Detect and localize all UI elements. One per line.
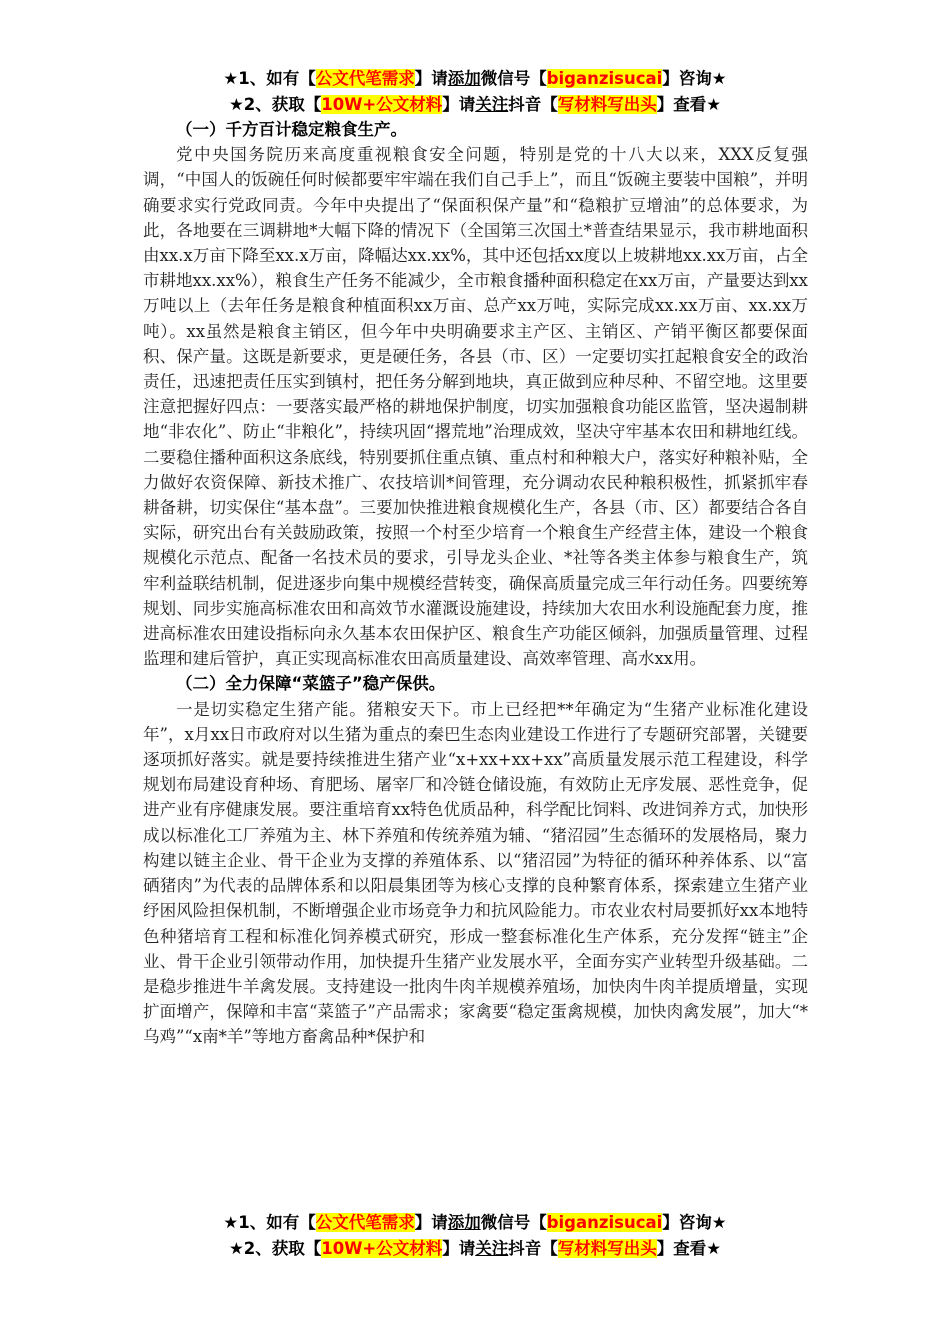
banner-text: 】查看★ (656, 95, 722, 114)
banner-text: 微信号【 (480, 69, 547, 88)
banner-text: 】咨询★ (662, 1213, 727, 1232)
banner-highlight: 公文代笔需求 (315, 1213, 415, 1232)
banner-text: ★2、获取【 (228, 1239, 322, 1258)
banner-text: 抖音【 (508, 1239, 558, 1258)
banner-text: ★2、获取【 (228, 95, 322, 114)
banner-line-1 (0, 1210, 950, 1236)
banner-highlight: 10W+公文材料 (321, 95, 443, 114)
banner-highlight: 写材料写出头 (557, 1239, 657, 1258)
banner-line-1 (0, 66, 950, 92)
banner-line-2 (0, 1236, 950, 1262)
paragraph-1: 党中央国务院历来高度重视粮食安全问题，特别是党的十八大以来，XXX反复强调，“中国人的饭碗任何时候都要牢牢端在我们自己手上”，而且“饭碗主要装中国粮”，并明确要求实行党政同责。今年中央提出了“保面积保产量”和“稳粮扩豆增油”的总体要求，为此，各地要在三调耕地*大幅下降的情况下（全国第三次国土*普查结果显示，我市耕地面积由xx.x万亩下降至xx.x万亩，降幅达xx.xx%，其中还包括xx度以上坡耕地xx.xx万亩，占全市耕地xx.xx%），粮食生产任务不能减少，全市粮食播种面积稳定在xx万亩，产量要达到xx万吨以上（去年任务是粮食种植面积xx万亩、总产xx万吨，实际完成xx.xx万亩、xx.xx万吨）。xx虽然是粮食主销区，但今年中央明确要求主产区、主销区、产销平衡区都要保面积、保产量。这既是新要求，更是硬任务，各县（市、区）一定要切实扛起粮食安全的政治责任，迅速把责任压实到镇村，把任务分解到地块，真正做到应种尽种、不留空地。这里要注意把握好四点：一要落实最严格的耕地保护制度，切实加强粮食功能区监管，坚决遏制耕地“非农化”、防止“非粮化”，持续巩固“撂荒地”治理成效，坚决守牢基本农田和耕地红线。二要稳住播种面积这条底线，特别要抓住重点镇、重点村和种粮大户，落实好种粮补贴，全力做好农资保障、新技术推广、农技培训*间管理，充分调动农民种粮积极性，抓紧抓牢春耕备耕，切实保住“基本盘”。三要加快推进粮食规模化生产，各县（市、区）都要结合各自实际，研究出台有关鼓励政策，按照一个村至少培育一个粮食生产经营主体，建设一个粮食规模化示范点、配备一名技术员的要求，引导龙头企业、*社等各类主体参与粮食生产，筑牢利益联结机制，促进逐步向集中规模经营转变，确保高质量完成三年行动任务。四要统筹规划、同步实施高标准农田和高效节水灌溉设施建设，持续加大农田水利设施配套力度，推进高标准农田建设指标向永久基本农田保护区、粮食生产功能区倾斜，加强质量管理、过程监理和建后管护，真正实现高标准农田高质量建设、高效率管理、高水xx用。 (143, 145, 808, 669)
banner-text: ★1、如有【 (223, 1213, 316, 1232)
banner-highlight: 公文代笔需求 (315, 69, 415, 88)
bottom-banner (0, 1210, 950, 1262)
banner-highlight: biganzisucai (546, 69, 663, 88)
top-banner (0, 66, 950, 118)
banner-text: 】查看★ (656, 1239, 722, 1258)
banner-line-2 (0, 92, 950, 118)
banner-text: 】请 (414, 69, 448, 88)
document-body (143, 117, 808, 1050)
banner-highlight: 10W+公文材料 (321, 1239, 443, 1258)
banner-underlined: 添加 (447, 69, 481, 88)
banner-text: 】请 (442, 95, 476, 114)
banner-underlined: 添加 (447, 1213, 481, 1232)
banner-highlight: 写材料写出头 (557, 95, 657, 114)
banner-text: 微信号【 (480, 1213, 547, 1232)
banner-text: ★1、如有【 (223, 69, 316, 88)
banner-underlined: 关注 (475, 1239, 509, 1258)
section-heading-2: （二）全力保障“菜篮子”稳产保供。 (176, 674, 446, 694)
banner-text: 】请 (414, 1213, 448, 1232)
banner-text: 】咨询★ (662, 69, 727, 88)
banner-highlight: biganzisucai (546, 1213, 663, 1232)
banner-text: 】请 (442, 1239, 476, 1258)
paragraph-2: 一是切实稳定生猪产能。猪粮安天下。市上已经把**年确定为“生猪产业标准化建设年”，x月xx日市政府对以生猪为重点的秦巴生态肉业建设工作进行了专题研究部署，关键要逐项抓好落实。就是要持续推进生猪产业“x+xx+xx+xx”高质量发展示范工程建设，科学规划布局建设育种场、育肥场、屠宰厂和冷链仓储设施，有效防止无序发展、恶性竞争，促进产业有序健康发展。要注重培育xx特色优质品种，科学配比饲料、改进饲养方式，加快形成以标准化工厂养殖为主、林下养殖和传统养殖为辅、“猪沼园”生态循环的发展格局，聚力构建以链主企业、骨干企业为支撑的养殖体系、以“猪沼园”为特征的循环种养体系、以“富硒猪肉”为代表的品牌体系和以阳晨集团等为核心支撑的良种繁育体系，探索建立生猪产业纾困风险担保机制，不断增强企业市场竞争力和抗风险能力。市农业农村局要抓好xx本地特色种猪培育工程和标准化饲养模式研究，形成一整套标准化生产体系，充分发挥“链主”企业、骨干企业引领带动作用，加快提升生猪产业发展水平，全面夯实产业转型升级基础。二是稳步推进牛羊禽发展。支持建设一批肉牛肉羊规模养殖场，加快肉牛肉羊提质增量，实现扩面增产，保障和丰富“菜篮子”产品需求；家禽要“稳定蛋禽规模，加快肉禽发展”，加大“*乌鸡”“x南*羊”等地方畜禽品种*保护和 (143, 699, 808, 1047)
section-heading-1: （一）千方百计稳定粮食生产。 (176, 120, 407, 139)
banner-text: 抖音【 (508, 95, 558, 114)
banner-underlined: 关注 (475, 95, 509, 114)
